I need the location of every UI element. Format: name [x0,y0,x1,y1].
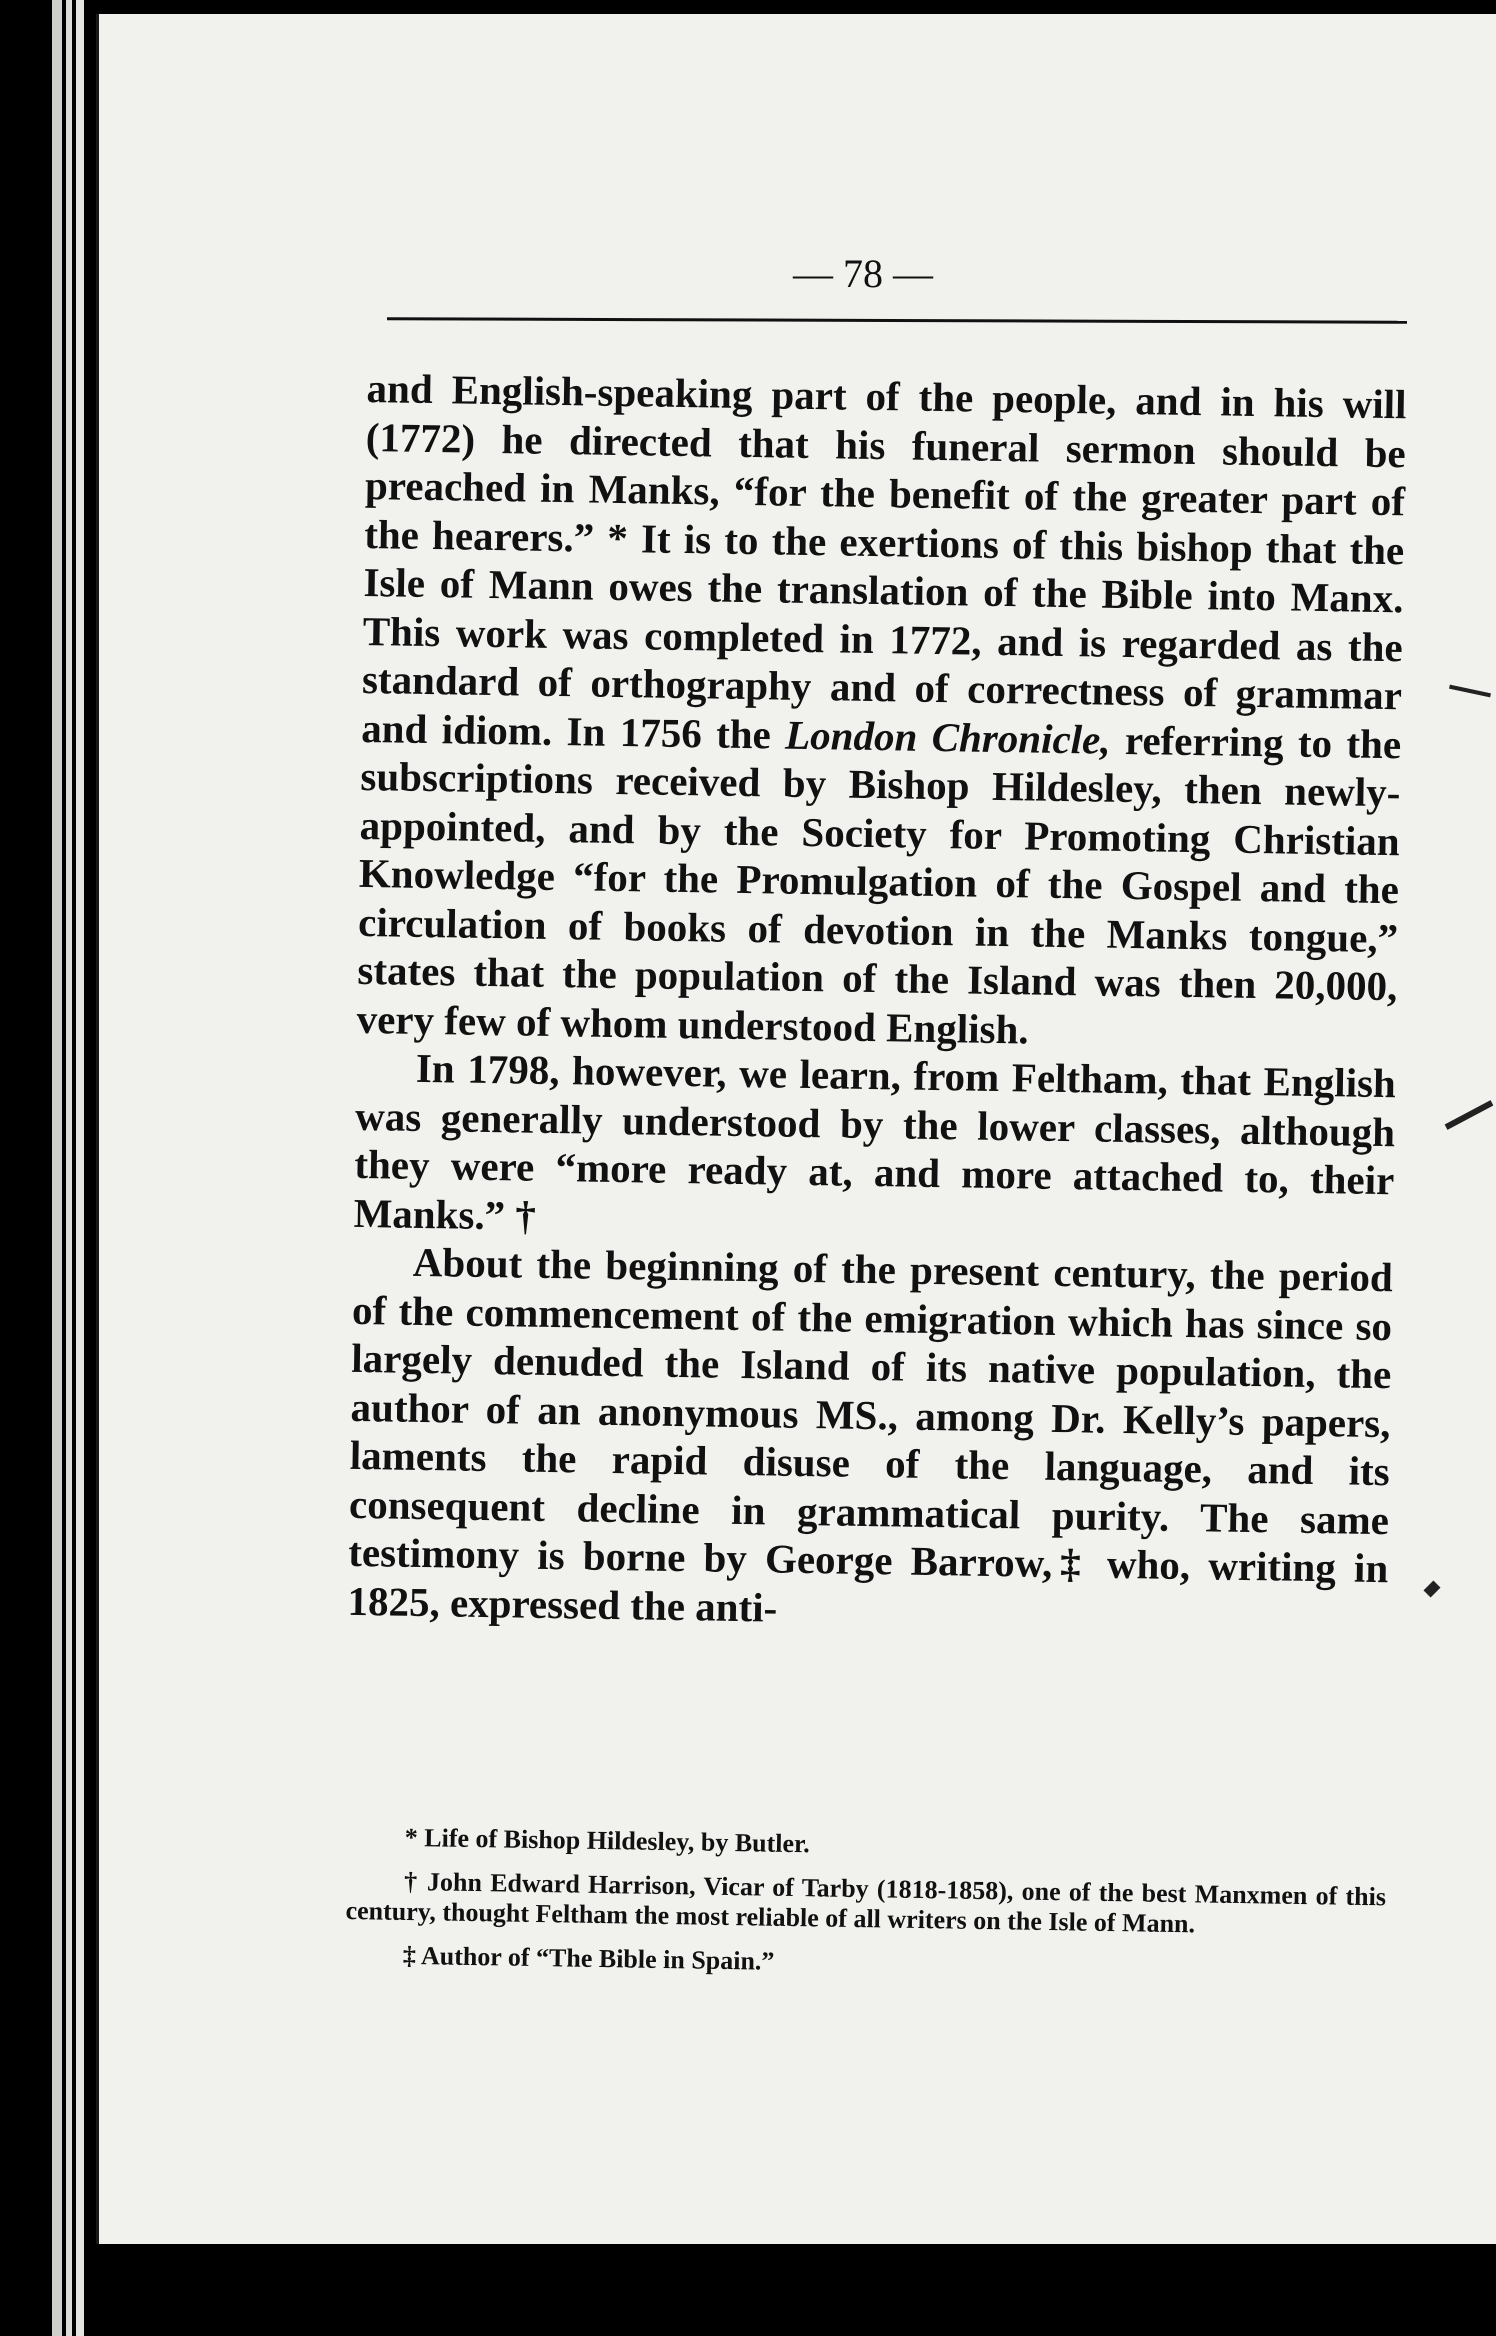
footnotes [344,1822,1386,2000]
scan-mark [1449,685,1491,698]
scan-mark [1424,1581,1441,1598]
footnote: † John Edward Harrison, Vicar of Tarby (1818-1858), one of the best Manxmen of this century, thought Feltham the most reliable of all writers on the Isle of Mann. [345,1866,1387,1939]
paragraph-1-start: and English-speaking part of the people, and in his will (1772) he directed that his funeral sermon should be preached in Manks, “for the benefit of the greater part of the hearers.” * It is to the exertions of this bishop that the Isle of Mann owes the translation of the Bible into Manx. This work was completed in 1772, and is regarded as the standard of orthography and of correctness of grammar and idiom. In 1756 the [360,364,1407,758]
scan-mark [1445,1100,1494,1130]
header-rule [387,317,1407,324]
footnote: ‡ Author of “The Bible in Spain.” [402,1940,775,1976]
paragraph: About the beginning of the present century, the period of the commencement of the emigration which has since so largely denuded the Island of its native population, the author of an anonymous MS., among Dr. Kelly’s papers, laments the rapid disuse of the language, and its consequent decline in grammatical purity. The same testimony is borne by George Barrow,‡ who, writing in 1825, expressed the anti- [347,1238,1394,1631]
page-edge [76,0,84,2336]
page-number-label: — 78 — [793,251,933,296]
paragraph: In 1798, however, we learn, from Feltham, that English was generally understood by the lower classes, although they were “more ready at, and more attached to, their Manks.” † [353,1044,1397,1239]
book-page [96,14,1496,2244]
body-text [347,364,1407,1641]
footnote: * Life of Bishop Hildesley, by Butler. [404,1822,810,1859]
paragraph-1-end: referring to the subscriptions received by Bishop Hildesley, then newly-appointed, and by the Society for Promoting Christian Knowledge “for the Promulgation of the Gospel and the circulation of books of devotion in the Manks tongue,” states that the population of the Island was then 20,000, very few of whom understood English. [356,716,1402,1052]
page-edge [52,0,62,2336]
newspaper-title: London Chronicle, [784,711,1111,763]
page-edge [66,0,72,2336]
paragraph [356,364,1407,1059]
